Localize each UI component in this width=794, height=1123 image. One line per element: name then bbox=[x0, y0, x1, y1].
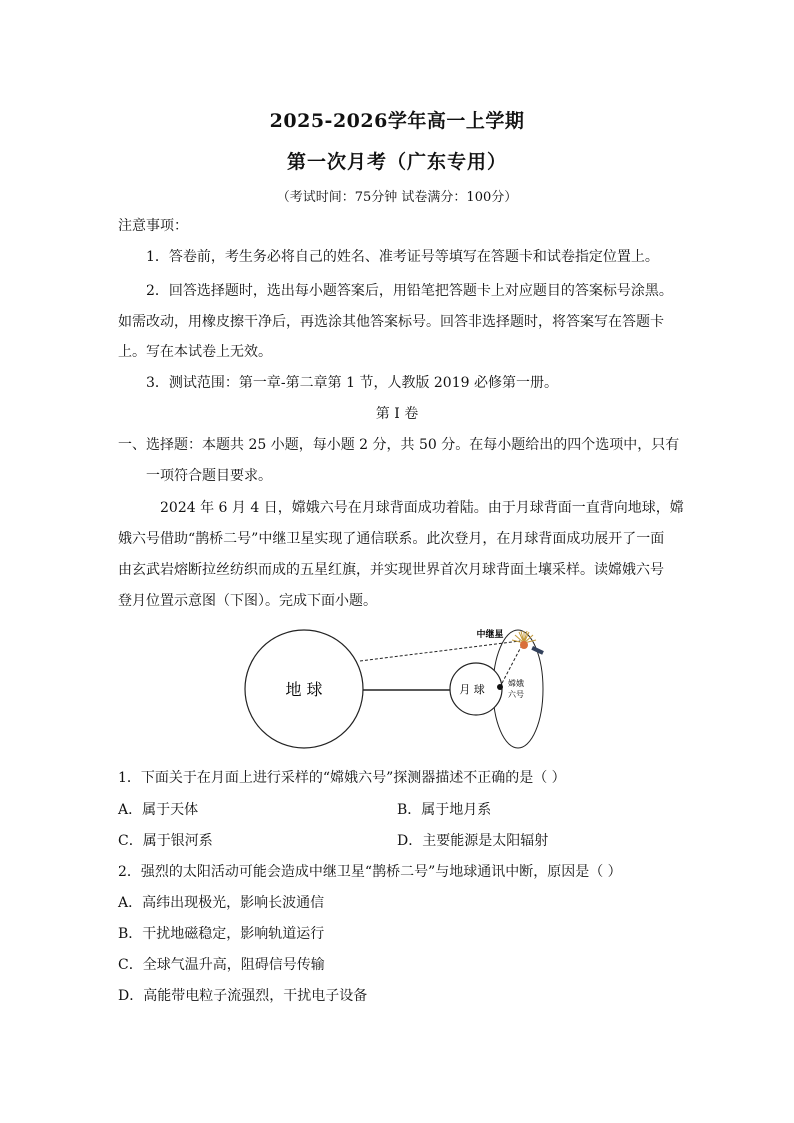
q1-option-a: A．属于天体 bbox=[118, 802, 199, 818]
note-item-1: 1．答卷前，考生务必将自己的姓名、准考证号等填写在答题卡和试卷指定位置上。 bbox=[146, 249, 659, 265]
q2-option-a: A．高纬出现极光，影响长波通信 bbox=[118, 895, 325, 911]
exam-title: 2025-2026学年高一上学期 bbox=[269, 110, 525, 132]
relay-signal-line bbox=[360, 641, 520, 661]
passage-line-4: 登月位置示意图（下图）。完成下面小题。 bbox=[118, 593, 377, 609]
relay-satellite-icon bbox=[512, 631, 544, 655]
q1-option-d: D．主要能源是太阳辐射 bbox=[397, 833, 549, 849]
section-1-line-2: 一项符合题目要求。 bbox=[146, 468, 272, 484]
passage-line-3: 由玄武岩熔断拉丝纺织而成的五星红旗，并实现世界首次月球背面土壤采样。读嫦娥六号 bbox=[118, 562, 664, 578]
q1-option-c: C．属于银河系 bbox=[118, 833, 213, 849]
moon-landing-diagram bbox=[238, 623, 558, 749]
note-item-2-line-2: 如需改动，用橡皮擦干净后，再选涂其他答案标号。回答非选择题时，将答案写在答题卡 bbox=[118, 314, 664, 330]
moon-label: 月 球 bbox=[459, 683, 485, 696]
q2-option-b: B．干扰地磁稳定，影响轨道运行 bbox=[118, 926, 325, 942]
q1-stem: 1．下面关于在月面上进行采样的“嫦娥六号”探测器描述不正确的是（ ） bbox=[118, 770, 566, 786]
earth-label: 地 球 bbox=[285, 680, 323, 699]
passage-line-2: 娥六号借助“鹊桥二号”中继卫星实现了通信联系。此次登月，在月球背面成功展开了一面 bbox=[118, 531, 665, 547]
note-item-2-line-1: 2．回答选择题时，选出每小题答案后，用铅笔把答题卡上对应题目的答案标号涂黑。 bbox=[146, 283, 673, 299]
exam-info: （考试时间：75分钟 试卷满分：100分） bbox=[276, 190, 518, 205]
lander-label-1: 嫦娥 bbox=[508, 679, 524, 688]
lander-dot bbox=[497, 684, 503, 690]
exam-subtitle: 第一次月考（广东专用） bbox=[286, 151, 507, 173]
section-1-line-1: 一、选择题：本题共 25 小题，每小题 2 分，共 50 分。在每小题给出的四个选项中，只有 bbox=[118, 437, 680, 453]
q2-option-c: C．全球气温升高，阻碍信号传输 bbox=[118, 957, 325, 973]
note-item-2-line-3: 上。写在本试卷上无效。 bbox=[118, 344, 272, 360]
volume-label: 第 I 卷 bbox=[375, 406, 419, 422]
q1-option-b: B．属于地月系 bbox=[397, 802, 492, 818]
passage-line-1: 2024 年 6 月 4 日，嫦娥六号在月球背面成功着陆。由于月球背面一直背向地球，嫦 bbox=[160, 500, 684, 516]
q2-stem: 2．强烈的太阳活动可能会造成中继卫星“鹊桥二号”与地球通讯中断，原因是（ ） bbox=[118, 864, 622, 880]
notes-heading: 注意事项： bbox=[118, 218, 188, 234]
q2-option-d: D．高能带电粒子流强烈，干扰电子设备 bbox=[118, 988, 368, 1004]
lander-label-2: 六号 bbox=[508, 690, 524, 699]
note-item-3: 3．测试范围：第一章-第二章第 1 节，人教版 2019 必修第一册。 bbox=[146, 375, 558, 391]
relay-label: 中继星 bbox=[476, 630, 504, 640]
